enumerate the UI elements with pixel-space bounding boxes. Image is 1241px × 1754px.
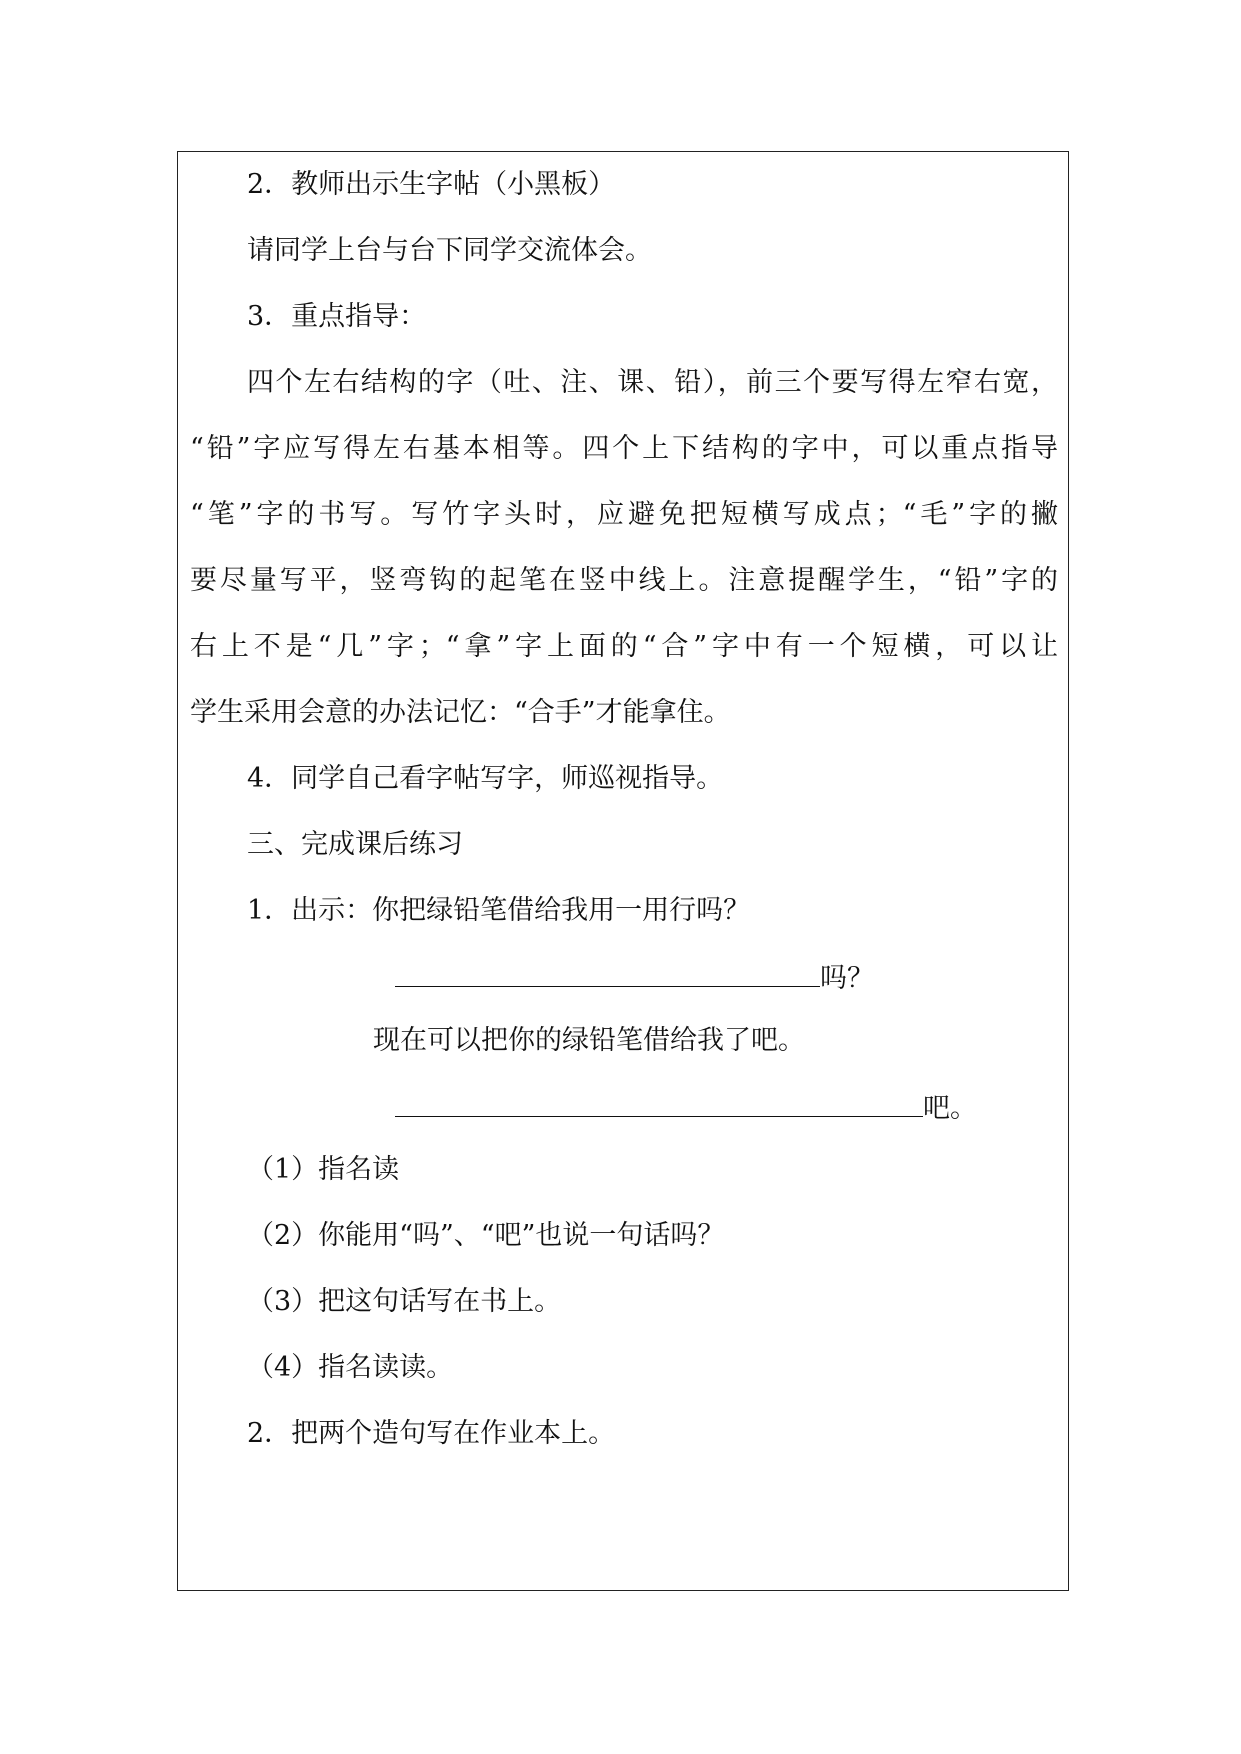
exercise1-step: （1）指名读 [247, 1154, 400, 1185]
item4-text: 4．同学自己看字帖写字，师巡视指导。 [247, 763, 724, 794]
blank1-suffix: 吗？ [820, 963, 874, 994]
fill-in-blank[interactable] [395, 960, 820, 987]
exercise1-blank2-row [395, 1090, 977, 1126]
section3-heading: 三、完成课后练习 [247, 829, 463, 860]
item2-detail: 请同学上台与台下同学交流体会。 [247, 235, 652, 266]
item3-para-line: “笔”字的书写。写竹字头时，应避免把短横写成点；“毛”字的撇 [190, 499, 1058, 530]
exercise1-prompt: 1．出示：你把绿铅笔借给我用一用行吗？ [247, 895, 751, 926]
item3-para-line: 右上不是“几”字；“拿”字上面的“合”字中有一个短横，可以让 [190, 631, 1058, 662]
item3-para-line: 要尽量写平，竖弯钩的起笔在竖中线上。注意提醒学生，“铅”字的 [190, 565, 1058, 596]
exercise1-sentence2: 现在可以把你的绿铅笔借给我了吧。 [373, 1025, 805, 1056]
item3-para-line: “铅”字应写得左右基本相等。四个上下结构的字中，可以重点指导 [190, 433, 1058, 464]
blank2-suffix: 吧。 [923, 1093, 977, 1124]
exercise1-step: （4）指名读读。 [247, 1352, 454, 1383]
exercise1-blank1-row [395, 960, 874, 996]
item2-heading: 2．教师出示生字帖（小黑板） [247, 169, 616, 200]
fill-in-blank[interactable] [395, 1090, 923, 1117]
exercise2-text: 2．把两个造句写在作业本上。 [247, 1418, 616, 1449]
item3-heading: 3．重点指导： [247, 301, 427, 332]
item3-para-line: 四个左右结构的字（吐、注、课、铅），前三个要写得左窄右宽， [247, 367, 1058, 398]
item3-para-line: 学生采用会意的办法记忆：“合手”才能拿住。 [190, 697, 731, 728]
exercise1-step: （2）你能用“吗”、“吧”也说一句话吗？ [247, 1220, 725, 1251]
exercise1-step: （3）把这句话写在书上。 [247, 1286, 562, 1317]
